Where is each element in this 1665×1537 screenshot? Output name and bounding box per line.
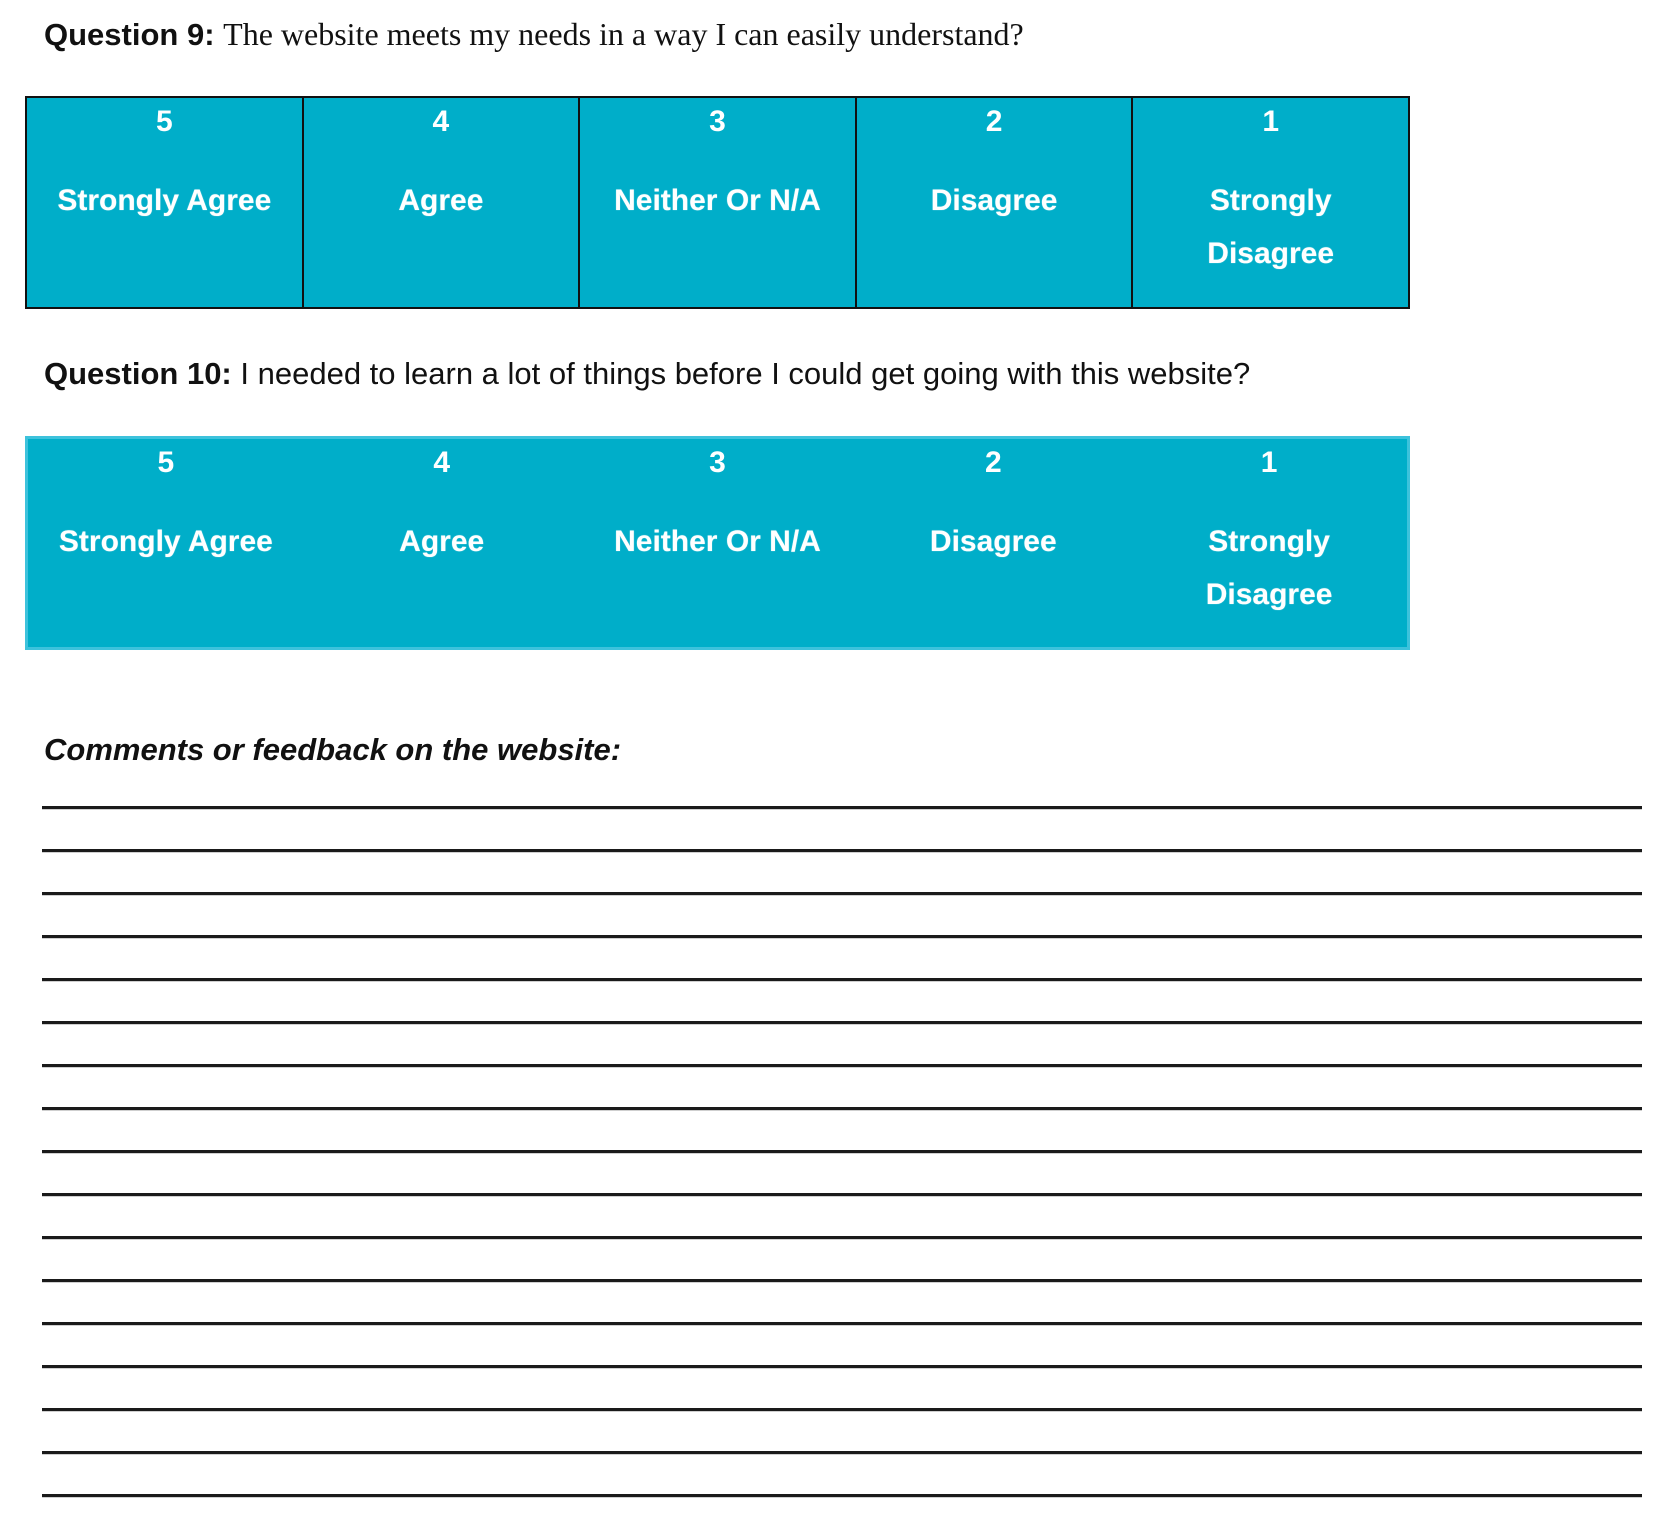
q10-option-3-value: 3: [709, 446, 726, 479]
q10-option-4-value: 4: [433, 446, 451, 479]
q10-option-3[interactable]: [580, 439, 856, 647]
q10-option-5-label: Strongly Agree: [58, 525, 273, 558]
comment-line[interactable]: [42, 1193, 1642, 1196]
q9-option-1[interactable]: [1131, 98, 1408, 307]
comment-line[interactable]: [42, 1365, 1642, 1368]
comment-line[interactable]: [42, 1322, 1642, 1325]
comment-line[interactable]: [42, 849, 1642, 852]
q9-option-3-value: 3: [709, 105, 726, 138]
question-10: [44, 354, 1250, 394]
comment-line[interactable]: [42, 1064, 1642, 1067]
q9-option-2-label: Disagree: [930, 184, 1058, 217]
question-9-rating-scale: [25, 96, 1410, 309]
q10-option-4[interactable]: [304, 439, 580, 647]
q10-option-5-value: 5: [157, 446, 175, 479]
comment-line[interactable]: [42, 806, 1642, 809]
q10-option-5[interactable]: [28, 439, 304, 647]
comment-line[interactable]: [42, 1150, 1642, 1153]
comment-line[interactable]: [42, 1494, 1642, 1497]
comment-line[interactable]: [42, 1451, 1642, 1454]
comment-line[interactable]: [42, 892, 1642, 895]
q10-option-2-value: 2: [984, 446, 1002, 479]
comment-line[interactable]: [42, 1021, 1642, 1024]
q9-option-4-value: 4: [432, 105, 450, 138]
comment-line[interactable]: [42, 978, 1642, 981]
q10-option-4-label: Agree: [399, 525, 485, 558]
q9-option-3-label: Neither Or N/A: [614, 184, 821, 217]
comments-heading: Comments or feedback on the website:: [44, 732, 622, 767]
q9-option-1-value: 1: [1262, 105, 1280, 138]
comment-line[interactable]: [42, 1236, 1642, 1239]
question-10-rating-scale: [25, 436, 1410, 650]
comments-writing-area[interactable]: [42, 806, 1642, 1537]
question-10-text: I needed to learn a lot of things before I could get going with this website?: [240, 356, 1251, 391]
comment-line[interactable]: [42, 1279, 1642, 1282]
question-9-text: The website meets my needs in a way I can easily understand?: [223, 16, 1024, 52]
q9-option-1-label: Strongly Disagree: [1207, 184, 1335, 270]
q10-option-1-value: 1: [1260, 446, 1278, 479]
q9-option-5-value: 5: [155, 105, 173, 138]
q10-option-2-label: Disagree: [929, 525, 1057, 558]
q9-option-5-label: Strongly Agree: [57, 184, 272, 217]
q9-option-2[interactable]: [855, 98, 1132, 307]
comment-line[interactable]: [42, 1107, 1642, 1110]
question-9-label: Question 9:: [44, 17, 215, 52]
q9-option-4[interactable]: [302, 98, 579, 307]
q9-option-2-value: 2: [985, 105, 1003, 138]
question-10-label: Question 10:: [44, 356, 232, 391]
comment-line[interactable]: [42, 1408, 1642, 1411]
q10-option-2[interactable]: [855, 439, 1131, 647]
q9-option-4-label: Agree: [398, 184, 484, 217]
q10-option-1[interactable]: [1131, 439, 1407, 647]
comment-line[interactable]: [42, 935, 1642, 938]
q10-option-1-label: Strongly Disagree: [1205, 525, 1333, 611]
q10-option-3-label: Neither Or N/A: [614, 525, 821, 558]
q9-option-3[interactable]: [578, 98, 855, 307]
q9-option-5[interactable]: [27, 98, 302, 307]
question-9: [44, 14, 1024, 55]
